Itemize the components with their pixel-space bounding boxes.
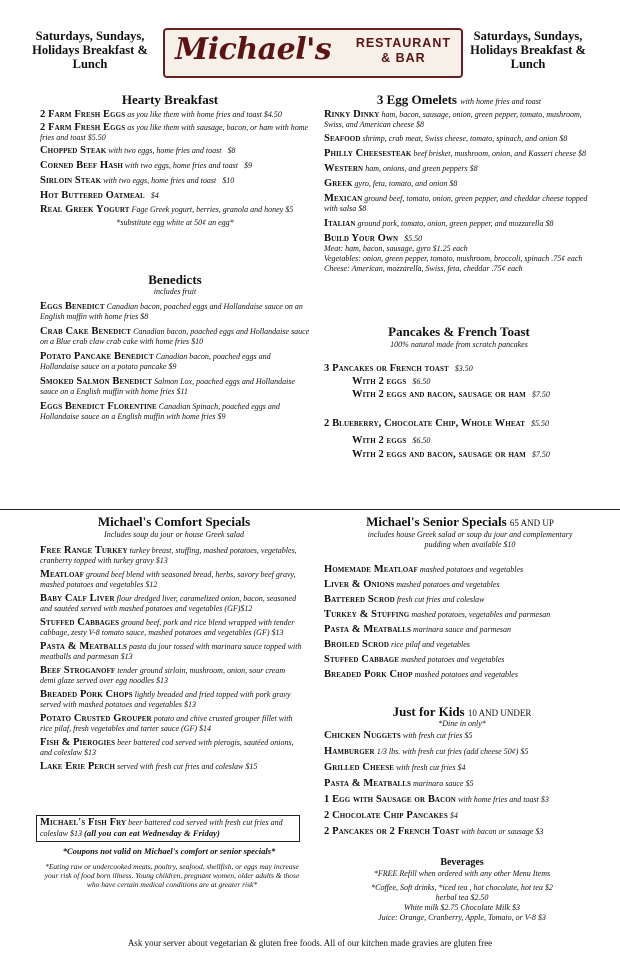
item-desc: mashed potatoes and vegetables — [414, 670, 518, 679]
item-desc: beef brisket, mushroom, onion, and Kasseri cheese $8 — [413, 149, 586, 158]
senior-title-sub: 65 AND UP — [509, 518, 554, 528]
menu-item — [40, 738, 302, 758]
item-desc: fresh cut fries and coleslaw — [396, 595, 485, 604]
header-right-hours: Saturdays, Sundays, Holidays Breakfast & Lunch — [470, 29, 586, 71]
item-name: Western — [324, 163, 364, 174]
menu-item — [40, 327, 310, 347]
item-name: 2 Pancakes or 2 French Toast — [324, 826, 460, 837]
menu-item — [40, 570, 302, 590]
item-price: $7.50 — [531, 390, 550, 399]
item-name: Smoked Salmon Benedict — [40, 376, 153, 387]
item-desc: flour dredged liver, caramelized onion, bacon, seasoned and sautéed served with mashed potatoes and vegetables (GF)$12 — [40, 594, 297, 613]
item-name: Beef Stroganoff — [40, 665, 116, 676]
menu-item — [40, 377, 310, 397]
item-desc: ground beef blend with seasoned bread, herbs, savory beef gravy, mashed potatoes and vegetables $12 — [40, 570, 296, 589]
item-name: 2 Blueberry, Chocolate Chip, Whole Wheat — [324, 418, 525, 429]
item-name: Real Greek Yogurt — [40, 204, 130, 215]
item-name: Breaded Pork Chops — [40, 689, 133, 700]
item-desc: ground beef, pork and rice blend wrapped with tender cabbage, zesty V-8 tomato sauce, mashed potatoes and vegetables (GF) $13 — [40, 618, 295, 637]
item-desc: with two eggs, home fries and toast — [103, 176, 217, 185]
kids-list — [324, 731, 608, 837]
item-name: With 2 eggs — [352, 376, 407, 387]
menu-item — [40, 666, 302, 686]
item-name: Greek — [324, 178, 353, 189]
item-name: Meatloaf — [40, 569, 85, 580]
item-desc: $4 — [449, 811, 458, 820]
item-name: Hamburger — [324, 746, 375, 757]
menu-item — [40, 352, 310, 372]
header-left-hours: Saturdays, Sundays, Holidays Breakfast & Lunch — [32, 29, 148, 71]
item-name: Mexican — [324, 193, 363, 204]
item-desc: tender ground sirloin, mushroom, onion, sour cream demi glaze served over egg noodles $13 — [40, 666, 286, 685]
senior-title-text: Michael's Senior Specials — [366, 514, 507, 529]
item-name: Liver & Onions — [324, 579, 395, 590]
item-desc: beer battered cod served with pierogis, sautéed onions, and coleslaw $13 — [40, 738, 294, 757]
item-desc: lightly breaded and fried topped with pork gravy served with mashed potatoes and vegetables $13 — [40, 690, 291, 709]
menu-item — [324, 565, 604, 575]
menu-item — [40, 191, 310, 201]
omelets-title-text: 3 Egg Omelets — [376, 92, 457, 107]
item-desc: with home fries and toast $3 — [457, 795, 549, 804]
item-name: Chopped Steak — [40, 145, 107, 156]
item-name: Seafood — [324, 133, 361, 144]
item-name: Sirloin Steak — [40, 175, 102, 186]
item-desc: mashed potatoes and vegetables — [396, 580, 500, 589]
comfort-sub: Includes soup du jour or house Greek salad — [104, 530, 244, 539]
item-name: With 2 eggs — [352, 435, 407, 446]
breakfast-title: Hearty Breakfast — [121, 92, 219, 107]
item-desc: potato and chive crusted grouper fillet with rice pilaf, fresh vegetables and tarter sauce (GF) $14 — [40, 714, 293, 733]
menu-item — [40, 161, 310, 171]
menu-item — [324, 670, 604, 680]
beverages-juice: Juice: Orange, Cranberry, Apple, Tomato, or V-8 $3 — [378, 913, 546, 922]
breakfast-list — [40, 110, 310, 228]
item-name: Battered Scrod — [324, 594, 395, 605]
item-name: 2 Farm Fresh Eggs — [40, 109, 126, 120]
menu-item — [40, 690, 302, 710]
item-name: Free Range Turkey — [40, 545, 128, 556]
item-price: $5.50 — [404, 234, 423, 243]
item-name: Baby Calf Liver — [40, 593, 115, 604]
comfort-list — [40, 546, 302, 772]
item-desc: mashed potatoes and vegetables — [419, 565, 524, 574]
beverages-section — [324, 857, 600, 923]
item-name: Hot Buttered Oatmeal — [40, 190, 145, 201]
logo-line2: & BAR — [381, 51, 426, 65]
pancake-line2a — [352, 436, 604, 446]
omelets-title-sub: with home fries and toast — [460, 97, 542, 106]
menu-item — [324, 655, 604, 665]
menu-item — [324, 625, 604, 635]
item-price: $8 — [227, 146, 236, 155]
item-desc: 1/3 lbs. with fresh cut fries (add cheese 50¢) $5 — [376, 747, 529, 756]
item-desc: mashed potatoes, vegetables and parmesan — [411, 610, 551, 619]
menu-item — [324, 779, 608, 789]
section-divider — [0, 509, 620, 510]
item-desc: as you like them with home fries and toast $4.50 — [127, 110, 282, 119]
item-desc: Salmon Lox, poached eggs and Hollandaise sauce on a English muffin with home fries $11 — [40, 377, 295, 396]
menu-item — [40, 146, 310, 156]
menu-item — [324, 595, 604, 605]
item-name: Corned Beef Hash — [40, 160, 123, 171]
item-desc: ham, onions, and green peppers $8 — [365, 164, 478, 173]
item-name: 3 Pancakes or French toast — [324, 363, 449, 374]
item-name: With 2 eggs and bacon, sausage or ham — [352, 449, 526, 460]
item-name: Chicken Nuggets — [324, 730, 401, 741]
item-name: Pasta & Meatballs — [40, 641, 128, 652]
item-desc: ham, bacon, sausage, onion, green pepper, tomato, mushroom, Swiss, and American cheese $8 — [324, 110, 582, 129]
item-name: Rinky Dinky — [324, 109, 380, 120]
menu-item — [40, 402, 310, 422]
item-name: 2 Chocolate Chip Pancakes — [324, 810, 448, 821]
item-desc: rice pilaf and vegetables — [391, 640, 470, 649]
beverages-herbal: herbal tea $2.50 — [435, 893, 489, 902]
menu-item — [40, 618, 302, 638]
menu-item — [40, 123, 310, 143]
menu-item — [324, 164, 596, 174]
item-name: Potato Crusted Grouper — [40, 713, 152, 724]
comfort-title: Michael's Comfort Specials — [97, 514, 251, 529]
menu-item — [324, 795, 608, 805]
menu-item — [40, 642, 302, 662]
item-price: $5.50 — [531, 419, 549, 428]
item-name: Pasta & Meatballs — [324, 778, 412, 789]
item-name: Homemade Meatloaf — [324, 564, 418, 575]
item-desc: served with fresh cut fries and coleslaw $15 — [117, 762, 258, 771]
menu-item — [324, 110, 596, 130]
item-name: Eggs Benedict Florentine — [40, 401, 157, 412]
item-desc: Fage Greek yogurt, berries, granola and honey $5 — [131, 205, 294, 214]
pancake-line1b — [352, 390, 604, 400]
item-name: Pasta & Meatballs — [324, 624, 412, 635]
item-name: Fish & Pierogies — [40, 737, 116, 748]
item-price: $6.50 — [412, 377, 431, 386]
item-name: Eggs Benedict — [40, 301, 105, 312]
item-desc: ground beef, tomato, onion, green pepper, and cheddar cheese topped with salsa $8 — [324, 194, 588, 213]
item-desc: ground pork, tomato, onion, green pepper, and mozzarella $8 — [357, 219, 554, 228]
menu-item — [40, 714, 302, 734]
pancakes-title: Pancakes & French Toast — [388, 324, 530, 339]
kids-title-sub: 10 AND UNDER — [467, 708, 532, 718]
senior-title — [330, 514, 590, 530]
item-desc: shrimp, crab meat, Swiss cheese, tomato, spinach, and onion $8 — [362, 134, 568, 143]
item-name: 1 Egg with Sausage or Bacon — [324, 794, 456, 805]
item-name: Stuffed Cabbage — [324, 654, 400, 665]
beverages-milk: White milk $2.75 Chocolate Milk $3 — [404, 903, 520, 912]
menu-item — [324, 763, 608, 773]
item-name: Turkey & Stuffing — [324, 609, 410, 620]
all-you-can-eat: (all you can eat Wednesday & Friday) — [84, 828, 220, 838]
menu-item — [40, 762, 302, 772]
menu-item — [324, 811, 608, 821]
item-name: Crab Cake Benedict — [40, 326, 132, 337]
item-price: $3.50 — [454, 364, 473, 373]
senior-list — [324, 565, 604, 680]
item-name: Build Your Own — [324, 233, 399, 244]
pancakes-sub: 100% natural made from scratch pancakes — [390, 340, 528, 349]
beverages-title: Beverages — [440, 857, 484, 868]
build-your-own — [324, 234, 596, 244]
coupon-note: *Coupons not valid on Michael's comfort or senior specials* — [62, 846, 276, 856]
byo-vegetables: Vegetables: onion, green pepper, tomato, mushroom, broccoli, spinach .75¢ each — [324, 254, 583, 263]
beverages-refill: *FREE Refill when ordered with any other Menu Items — [373, 869, 551, 878]
benedicts-sub: includes fruit — [153, 287, 197, 296]
item-name: Potato Pancake Benedict — [40, 351, 154, 362]
item-desc: marinara sauce and parmesan — [413, 625, 512, 634]
kids-title — [324, 704, 600, 720]
item-name: Stuffed Cabbages — [40, 617, 120, 628]
item-name: Grilled Cheese — [324, 762, 394, 773]
item-desc: turkey breast, stuffing, mashed potatoes, vegetables, cranberry topped with turkey gravy $13 — [40, 546, 297, 565]
item-desc: with fresh cut fries $5 — [402, 731, 473, 740]
raw-food-warning: *Eating raw or undercooked meats, poultry, seafood, shellfish, or eggs may increase your risk of food born illness. Young children, pregnant women, older adults & those who have certain medical conditions are at greater risk* — [44, 862, 300, 889]
item-desc: pasta du jour tossed with marinara sauce topped with meatballs and parmesan $13 — [40, 642, 302, 661]
item-desc: with two eggs, home fries and toast — [108, 146, 222, 155]
item-name: Breaded Pork Chop — [324, 669, 413, 680]
byo-cheese: Cheese: American, mozzarella, Swiss, feta, cheddar .75¢ each — [324, 264, 523, 273]
item-name: Philly Cheesesteak — [324, 148, 412, 159]
item-price: $10 — [222, 176, 235, 185]
menu-item — [324, 747, 608, 757]
fish-fry-box — [36, 815, 300, 842]
item-price: $4 — [150, 191, 159, 200]
pancake-line2 — [324, 419, 614, 429]
menu-item — [324, 149, 596, 159]
senior-sub: includes house Greek salad or soup du jour and complementary pudding when available $10 — [367, 530, 573, 549]
menu-item — [324, 194, 596, 214]
beverages-coffee: *Coffee, Soft drinks, *iced tea , hot chocolate, hot tea $2 — [371, 883, 553, 892]
menu-item — [40, 110, 310, 120]
restaurant-logo — [163, 28, 463, 78]
byo-meat: Meat: ham, bacon, sausage, gyro $1.25 each — [324, 244, 468, 253]
item-name: Italian — [324, 218, 356, 229]
menu-item — [324, 827, 608, 837]
benedicts-list — [40, 302, 310, 422]
logo-subtitle — [356, 36, 451, 66]
benedicts-title: Benedicts — [148, 272, 202, 287]
item-price: $9 — [244, 161, 253, 170]
item-desc: Canadian Spinach, poached eggs and Hollandaise sauce on a English muffin with home fries $9 — [40, 402, 280, 421]
logo-line1: RESTAURANT — [355, 36, 451, 50]
item-name: With 2 eggs and bacon, sausage or ham — [352, 389, 526, 400]
item-name: Broiled Scrod — [324, 639, 389, 650]
item-name: 2 Farm Fresh Eggs — [40, 122, 126, 133]
item-desc: with fresh cut fries $4 — [395, 763, 466, 772]
item-desc: Canadian bacon, poached eggs and Hollandaise sauce on an English muffin with home fries $8 — [40, 302, 303, 321]
item-price: $7.50 — [531, 450, 550, 459]
omelets-title — [324, 92, 594, 108]
kids-title-text: Just for Kids — [392, 704, 465, 719]
menu-item — [324, 731, 608, 741]
logo-name: Michael's — [175, 32, 332, 67]
item-desc: marinara sauce $5 — [413, 779, 474, 788]
item-desc: gyro, feta, tomato, and onion $8 — [354, 179, 458, 188]
item-name: Michael's Fish Fry — [40, 817, 127, 828]
item-desc: Canadian bacon, poached eggs and Hollandaise sauce on a potato pancake $9 — [40, 352, 271, 371]
menu-item — [324, 640, 604, 650]
menu-item — [324, 580, 604, 590]
pancake-line1 — [324, 364, 604, 374]
item-desc: with two eggs, home fries and toast — [124, 161, 239, 170]
footer-note: Ask your server about vegetarian & gluten free foods. All of our kitchen made gravies are gluten free — [127, 938, 493, 948]
menu-item — [40, 205, 310, 215]
item-desc: Canadian bacon, poached eggs and Hollandaise sauce on a Blue crab claw crab cake with home fries $10 — [40, 327, 310, 346]
item-desc: with bacon or sausage $3 — [461, 827, 544, 836]
menu-item — [324, 219, 596, 229]
menu-item — [324, 134, 596, 144]
menu-item — [324, 610, 604, 620]
item-name: Lake Erie Perch — [40, 761, 116, 772]
menu-item — [40, 546, 302, 566]
menu-item — [40, 176, 310, 186]
egg-white-note: *substitute egg white at 50¢ an egg* — [116, 218, 234, 227]
menu-item — [40, 302, 310, 322]
item-price: $6.50 — [412, 436, 431, 445]
omelets-list — [324, 110, 596, 274]
item-desc: beer battered cod served with fresh cut fries and coleslaw $13 — [40, 818, 283, 838]
item-desc: as you like them with sausage, bacon, or ham with home fries and toast $5.50 — [40, 123, 309, 142]
kids-sub: *Dine in only* — [438, 719, 486, 728]
item-desc: mashed potatoes and vegetables — [401, 655, 505, 664]
pancake-line2b — [352, 450, 604, 460]
pancake-line1a — [352, 377, 604, 387]
menu-item — [40, 594, 302, 614]
menu-item — [324, 179, 596, 189]
